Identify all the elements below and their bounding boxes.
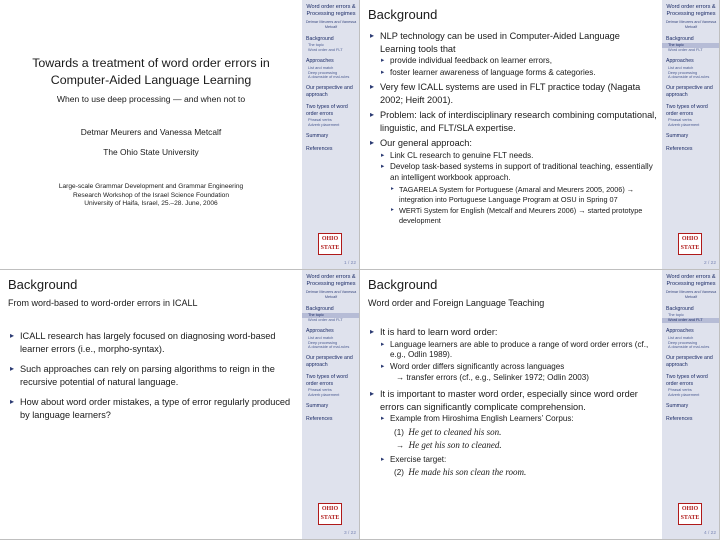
sidebar-section-perspective[interactable]: Our perspective and approach (666, 85, 713, 98)
sidebar-authors: Detmar Meurers and Vanessa Metcalf (305, 20, 357, 30)
event-line: Research Workshop of the Israel Science Foundation (72, 191, 229, 199)
sidebar (662, 270, 720, 540)
slide-body (368, 326, 658, 481)
sidebar-sub-adverb-placement[interactable]: Adverb placement (308, 122, 340, 128)
list-item: ▸ It is hard to learn word order: ▸ Language learners are able to produce a range of word order errors (cf., e.g., Odlin 1989). ▸ Word order differs significantly across languages → transfer errors (cf., e.g., Selinker 1972; Odlin 2003) (368, 326, 658, 383)
sidebar-sub-mal-rules[interactable]: A downside of mal-rules (668, 344, 710, 350)
page-number: 3 / 22 (343, 531, 356, 537)
arrow-symbol: → (396, 440, 405, 450)
list-item: ▸ NLP technology can be used in Computer-Aided Language Learning tools that ▸ provide individual feedback on learner errors, ▸ foster learner awareness of language forms & categories. (368, 30, 658, 78)
sidebar-authors: Detmar Meurers and Vanessa Metcalf (305, 290, 357, 300)
list-item: ▸ Our general approach: ▸ Link CL research to genuine FLT needs. ▸ Develop task-based systems in support of traditional teaching, essentially an intelligent workbook approach. ▸ TAGARELA System for Portuguese (Amaral and Meurers 2005, 2006) → integration into Portuguese Language Program at OSU in Spring 07 ▸ WERTi System for English (Metcalf and Meurers 2006) → started prototype development (368, 137, 658, 225)
sidebar-sub-word-order-flt[interactable]: Word order and FLT (668, 47, 703, 53)
sidebar-section-approaches[interactable]: Approaches (666, 58, 694, 65)
sidebar-section-two-types[interactable]: Two types of word order errors (306, 104, 348, 117)
list-item: ▸ Example from Hiroshima English Learners’ Corpus: (1) He get to cleaned his son. → He get his son to cleaned. (380, 414, 658, 451)
sidebar-sub-topic[interactable]: The topic (308, 42, 325, 48)
slide-1 (0, 0, 360, 270)
page-number: 4 / 22 (703, 531, 716, 537)
slide-main (360, 270, 662, 540)
list-item: ▸ How about word order mistakes, a type of error regularly produced by language learners? (8, 396, 298, 421)
sidebar-sub-topic[interactable]: The topic (668, 312, 685, 318)
sidebar-section-summary[interactable]: Summary (306, 133, 329, 139)
sidebar (302, 270, 360, 540)
sidebar-section-background[interactable]: Background (666, 35, 694, 42)
frame-subtitle: Word order and Foreign Language Teaching (368, 298, 545, 308)
example-reading: He get his son to cleaned. (408, 439, 502, 450)
frame-title: Background (368, 277, 438, 292)
authors: Detmar Meurers and Vanessa Metcalf (80, 127, 222, 137)
list-item: ▸ TAGARELA System for Portuguese (Amaral and Meurers 2005, 2006) → integration into Portuguese Language Program at OSU in Spring 07 (390, 185, 658, 205)
ohio-state-logo: OHIO STATE (318, 233, 342, 255)
example-number: (2) (394, 468, 404, 478)
slide-main (0, 270, 302, 540)
frame-subtitle: From word-based to word-order errors in ICALL (8, 298, 198, 308)
sidebar-section-references[interactable]: References (306, 415, 333, 422)
sidebar (662, 0, 720, 270)
slide-main (360, 0, 662, 270)
bullet-list (380, 414, 658, 478)
example-sentence: He made his son clean the room. (408, 467, 527, 478)
sidebar-sub-phrasal-verbs[interactable]: Phrasal verbs (308, 387, 332, 393)
example-2 (390, 467, 658, 478)
example-number: (1) (394, 427, 404, 437)
event-line: Large-scale Grammar Development and Grammar Engineering (58, 183, 244, 190)
presentation-title: Towards a treatment of word order errors in Computer-Aided Language Learning (32, 56, 270, 87)
sidebar-sub-adverb-placement[interactable]: Adverb placement (668, 122, 700, 128)
list-item: ▸ Language learners are able to produce a range of word order errors (cf., e.g., Odlin 1989). (380, 340, 658, 361)
slide-body (368, 30, 658, 229)
sidebar-section-background[interactable]: Background (666, 305, 694, 312)
frame-title: Background (368, 7, 438, 22)
list-item: ▸ foster learner awareness of language forms & categories. (380, 68, 658, 79)
list-item: ▸ Link CL research to genuine FLT needs. (380, 151, 658, 162)
example-1 (390, 427, 658, 438)
sidebar-sub-deep-processing[interactable]: Deep processing (308, 339, 338, 345)
sidebar-title[interactable]: Word order errors & Processing regimes (666, 274, 716, 287)
list-item: ▸ Word order differs significantly across languages → transfer errors (cf., e.g., Selinker 1972; Odlin 2003) (380, 362, 658, 384)
sidebar-sub-list-match[interactable]: List and match (308, 64, 334, 70)
bullet-list (380, 340, 658, 384)
sidebar-section-summary[interactable]: Summary (306, 403, 329, 409)
sidebar-section-approaches[interactable]: Approaches (666, 328, 694, 335)
bullet-list (368, 30, 658, 226)
sidebar-authors: Detmar Meurers and Vanessa Metcalf (665, 20, 717, 30)
sidebar-section-approaches[interactable]: Approaches (306, 328, 334, 335)
slide-4 (360, 270, 720, 540)
sidebar-section-approaches[interactable]: Approaches (306, 58, 334, 65)
sidebar-sub-list-match[interactable]: List and match (668, 64, 694, 70)
sidebar-sub-topic[interactable]: The topic (662, 43, 720, 48)
sidebar-section-two-types[interactable]: Two types of word order errors (666, 104, 708, 117)
sidebar-section-summary[interactable]: Summary (666, 133, 689, 139)
ohio-state-logo: OHIO STATE (678, 233, 702, 255)
transfer-errors-note: → transfer errors (cf., e.g., Selinker 1972; Odlin 2003) (396, 373, 589, 383)
sidebar-section-two-types[interactable]: Two types of word order errors (666, 374, 708, 387)
list-item: ▸ Problem: lack of interdisciplinary research combining computational, linguistic, and FLT/SLA expertise. (368, 109, 658, 134)
sidebar-authors: Detmar Meurers and Vanessa Metcalf (665, 290, 717, 300)
sidebar-sub-phrasal-verbs[interactable]: Phrasal verbs (668, 387, 692, 393)
bullet-list (368, 326, 658, 478)
sidebar-sub-list-match[interactable]: List and match (668, 334, 694, 340)
sidebar-title[interactable]: Word order errors & Processing regimes (306, 4, 356, 17)
example-1-reading (390, 440, 658, 451)
sidebar-sub-adverb-placement[interactable]: Adverb placement (668, 392, 700, 398)
sidebar-sub-word-order-flt[interactable]: Word order and FLT (308, 47, 343, 53)
list-item: ▸ Develop task-based systems in support of traditional teaching, essentially an intelligent workbook approach. ▸ TAGARELA System for Portuguese (Amaral and Meurers 2005, 2006) → integration into Portuguese Language Program at OSU in Spring 07 ▸ WERTi System for English (Metcalf and Meurers 2006) → started prototype development (380, 162, 658, 225)
sidebar-sub-phrasal-verbs[interactable]: Phrasal verbs (668, 117, 692, 123)
page-number: 2 / 22 (703, 261, 716, 267)
sidebar-section-two-types[interactable]: Two types of word order errors (306, 374, 348, 387)
sidebar-sub-word-order-flt[interactable]: Word order and FLT (662, 318, 720, 323)
event-info (10, 183, 292, 209)
list-item: ▸ It is important to master word order, especially since word order errors can significantly complicate comprehension. ▸ Example from Hiroshima English Learners’ Corpus: (1) He get to cleaned his son. → He get his son to cleaned. ▸ Exercise target: (2) He made his son clean the room. (368, 388, 658, 478)
sidebar-sub-adverb-placement[interactable]: Adverb placement (308, 392, 340, 398)
sidebar-sub-mal-rules[interactable]: A downside of mal-rules (668, 74, 710, 80)
sidebar (302, 0, 360, 270)
bullet-list (380, 151, 658, 226)
sidebar-section-background[interactable]: Background (306, 35, 334, 42)
presentation-subtitle: When to use deep processing — and when not to (56, 94, 246, 104)
list-item: ▸ Very few ICALL systems are used in FLT practice today (Nagata 2002; Heift 2001). (368, 81, 658, 106)
page-number: 1 / 22 (343, 261, 356, 267)
sidebar-title[interactable]: Word order errors & Processing regimes (666, 4, 716, 17)
event-line: University of Haifa, Israel, 25.–28. June, 2006 (84, 200, 218, 208)
sidebar-sub-phrasal-verbs[interactable]: Phrasal verbs (308, 117, 332, 123)
sidebar-sub-mal-rules[interactable]: A downside of mal-rules (308, 344, 350, 350)
bullet-list (390, 185, 658, 225)
sidebar-section-perspective[interactable]: Our perspective and approach (306, 355, 353, 368)
sidebar-section-perspective[interactable]: Our perspective and approach (306, 85, 353, 98)
sidebar-sub-word-order-flt[interactable]: Word order and FLT (308, 317, 343, 323)
institution: The Ohio State University (103, 147, 199, 157)
bullet-list (8, 330, 298, 421)
frame-title: Background (8, 277, 78, 292)
list-item: ▸ Exercise target: (2) He made his son clean the room. (380, 455, 658, 479)
example-sentence: He get to cleaned his son. (408, 426, 502, 437)
list-item: ▸ ICALL research has largely focused on diagnosing word-based learner errors (i.e., morpho-syntax). (8, 330, 298, 355)
slide-main (0, 0, 302, 270)
list-item: ▸ WERTi System for English (Metcalf and Meurers 2006) → started prototype development (390, 206, 658, 226)
sidebar-section-background[interactable]: Background (306, 305, 334, 312)
ohio-state-logo: OHIO STATE (678, 503, 702, 525)
list-item: ▸ Such approaches can rely on parsing algorithms to reign in the recursive potential of natural language. (8, 363, 298, 388)
ohio-state-logo: OHIO STATE (318, 503, 342, 525)
sidebar-section-perspective[interactable]: Our perspective and approach (666, 355, 713, 368)
sidebar-section-references[interactable]: References (666, 145, 693, 152)
sidebar-sub-deep-processing[interactable]: Deep processing (308, 69, 338, 75)
sidebar-sub-mal-rules[interactable]: A downside of mal-rules (308, 74, 350, 80)
list-item: ▸ provide individual feedback on learner errors, (380, 56, 658, 67)
sidebar-sub-deep-processing[interactable]: Deep processing (668, 69, 698, 75)
sidebar-sub-list-match[interactable]: List and match (308, 334, 334, 340)
slide-2 (360, 0, 720, 270)
bullet-list (380, 56, 658, 78)
sidebar-title[interactable]: Word order errors & Processing regimes (306, 274, 356, 287)
sidebar-sub-topic[interactable]: The topic (302, 313, 360, 318)
slide-3 (0, 270, 360, 540)
sidebar-section-summary[interactable]: Summary (666, 403, 689, 409)
sidebar-section-references[interactable]: References (666, 415, 693, 422)
slide-body (8, 330, 298, 424)
sidebar-sub-deep-processing[interactable]: Deep processing (668, 339, 698, 345)
sidebar-section-references[interactable]: References (306, 145, 333, 152)
